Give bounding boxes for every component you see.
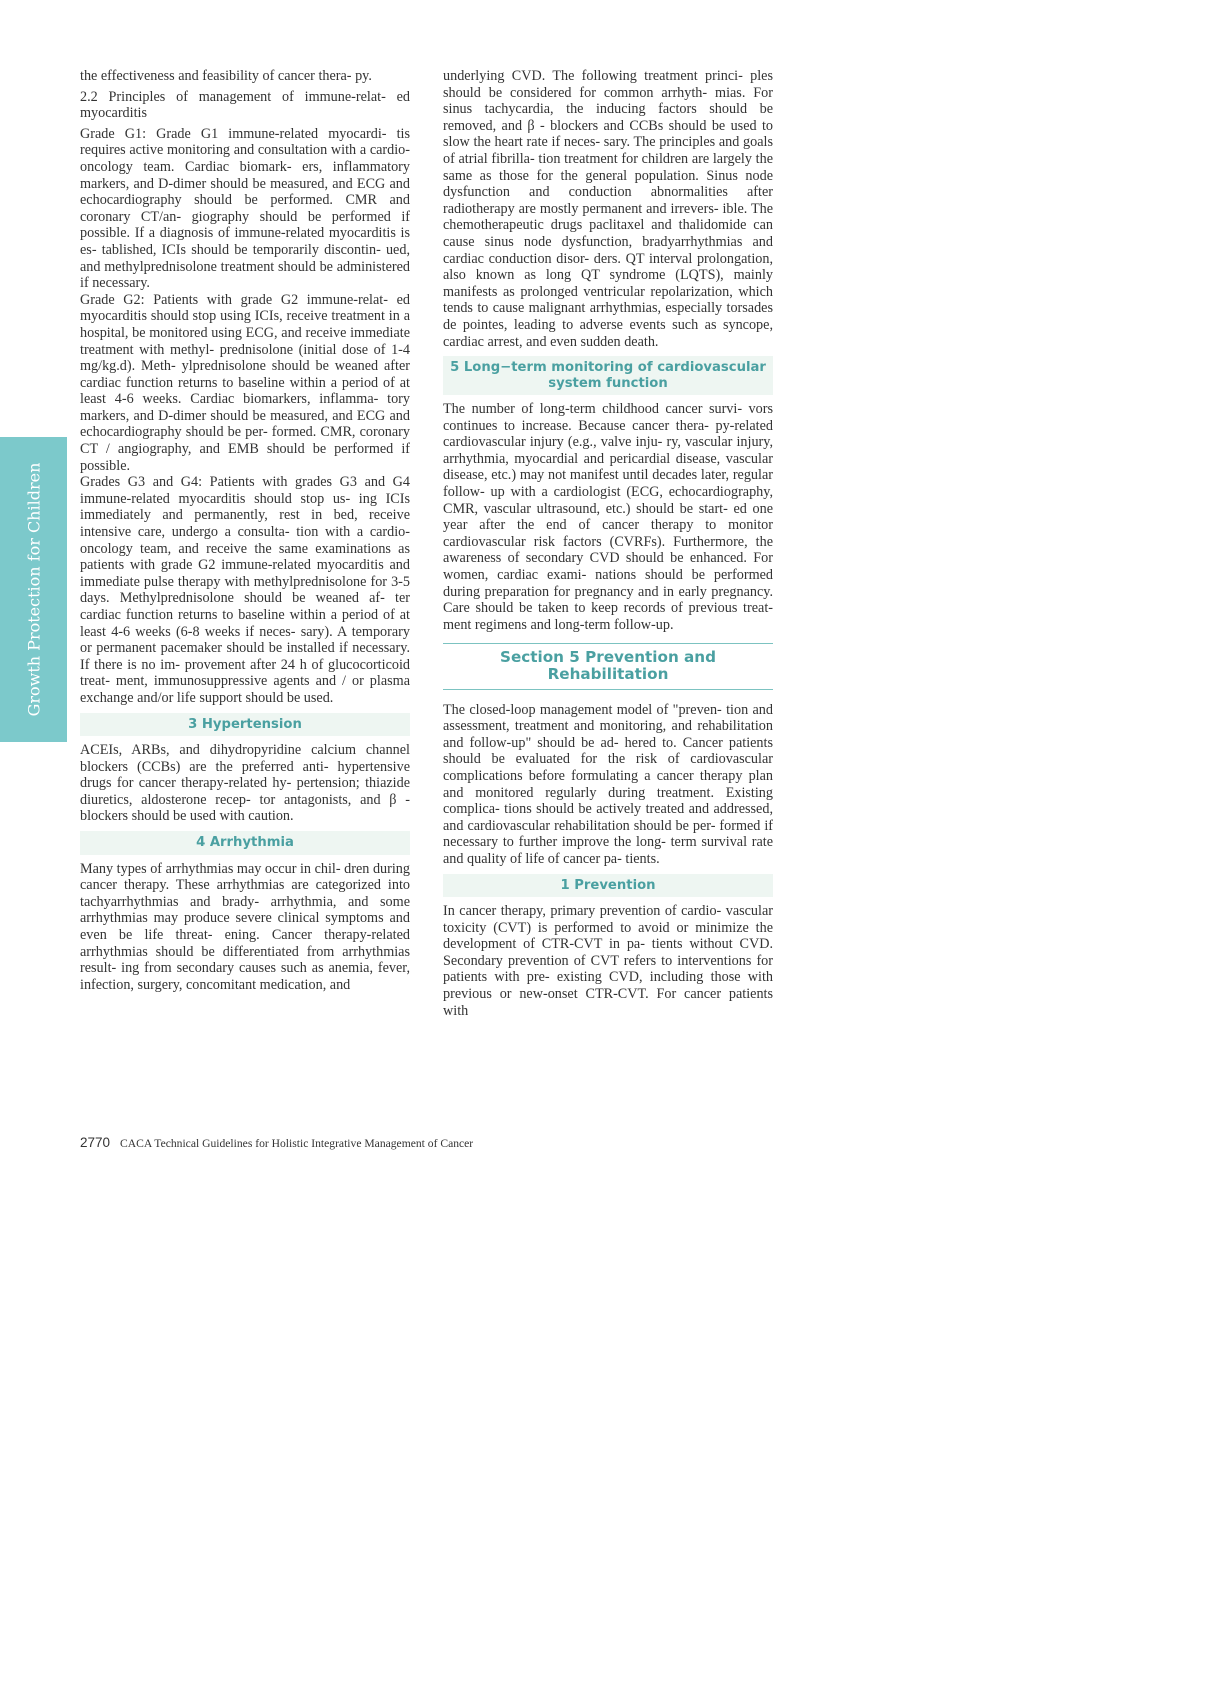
paragraph: In cancer therapy, primary prevention of cardio- vascular toxicity (CVT) is performed to avoid or minimize the development of CTR-CVT in pa- tients without CVD. Secondary prevention of CVT refers to interventions for patients with pre- existing CVD, including those with previous or new-onset CTR-CVT. For cancer patients with [443,903,773,1019]
right-column [443,68,773,1019]
heading-long-term-monitoring: 5 Long−term monitoring of cardiovascular system function [443,356,773,395]
paragraph: ACEIs, ARBs, and dihydropyridine calcium channel blockers (CCBs) are the preferred anti- hypertensive drugs for cancer therapy-related hy- pertension; thiazide diuretics, aldosterone recep- tor antagonists, and β - blockers should be used with caution. [80,742,410,825]
paragraph: The closed-loop management model of "preven- tion and assessment, treatment and monitoring, and rehabilitation and follow-up" should be ad- hered to. Cancer patients should be evaluated for the risk of cardiovascular complications before formulating a cancer therapy plan and monitored regularly during treatment. Existing complica- tions should be actively treated and addressed, and cardiovascular rehabilitation should be per- formed if necessary to further improve the long- term survival rate and quality of life of cancer pa- tients. [443,701,773,867]
running-title: CACA Technical Guidelines for Holistic Integrative Management of Cancer [120,1137,474,1150]
heading-arrhythmia: 4 Arrhythmia [80,831,410,855]
paragraph: Grade G1: Grade G1 immune-related myocardi- tis requires active monitoring and consultation with a cardio-oncology team. Cardiac biomark- ers, inflammatory markers, and D-dimer should be measured, and ECG and echocardiography should be performed. CMR and coronary CT/an- giography should be performed if possible. If a diagnosis of immune-related myocarditis is es- tablished, ICIs should be temporarily discontin- ued, and methylprednisolone treatment should be administered if necessary. [80,125,410,292]
left-column [80,68,410,993]
paragraph: The number of long-term childhood cancer survi- vors continues to increase. Because cancer thera- py-related cardiovascular injury (e.g., valve inju- ry, vascular injury, arrhythmia, myocardial and pericardial disease, vascular disease, etc.) may not manifest until decades later, regular follow- up with a cardiologist (ECG, echocardiography, CMR, vascular ultrasound, etc.) should be start- ed one year after the end of cancer therapy to monitor cardiovascular risk factors (CVRFs). Furthermore, the awareness of secondary CVD should be enhanced. For women, cardiac exami- nations should be performed during preparation for pregnancy and in early pregnancy. Care should be taken to keep records of previous treat- ment regimens and long-term follow-up. [443,401,773,633]
paragraph: Many types of arrhythmias may occur in chil- dren during cancer therapy. These arrhythmias are categorized into tachyarrhythmias and brady- arrhythmia, and some arrhythmias may produce severe clinical symptoms and even be life threat- ening. Cancer therapy-related arrhythmias should be differentiated from arrhythmias result- ing from secondary causes such as anemia, fever, infection, surgery, concomitant medication, and [80,860,410,993]
side-tab-label: Growth Protection for Children [24,462,44,717]
subsection-heading: 2.2 Principles of management of immune-relat- ed myocarditis [80,88,410,122]
paragraph: the effectiveness and feasibility of cancer thera- py. [80,68,372,84]
page-footer [80,1135,473,1150]
paragraph: Grade G2: Patients with grade G2 immune-relat- ed myocarditis should stop using ICIs, receive treatment in a hospital, be monitored using ECG, and receive immediate treatment with methyl- prednisolone (initial dose of 1-4 mg/kg.d). Meth- ylprednisolone should be weaned after cardiac function returns to baseline within a period of at least 4-6 weeks. Cardiac biomarkers, inflamma- tory markers, and D-dimer should be measured, and ECG and echocardiography should be per- formed. CMR, coronary CT / angiography, and EMB should be performed if possible. [80,291,410,474]
heading-hypertension: 3 Hypertension [80,713,410,737]
heading-prevention: 1 Prevention [443,874,773,898]
paragraph: Grades G3 and G4: Patients with grades G3 and G4 immune-related myocarditis should stop us- ing ICIs immediately and permanently, rest in bed, receive intensive care, undergo a consulta- tion with a cardio-oncology team, and receive the same examinations as patients with grade G2 immune-related myocarditis and immediate pulse therapy with methylprednisolone for 3-5 days. Methylprednisolone should be weaned af- ter cardiac function returns to baseline within a period of at least 4-6 weeks (6-8 weeks if neces- sary). A temporary or permanent pacemaker should be installed if necessary. If there is no im- provement after 24 h of glucocorticoid treat- ment, immunosuppressive agents and / or plasma exchange and/or life support should be used. [80,474,410,706]
section-heading: Section 5 Prevention and Rehabilitation [443,643,773,689]
section-side-tab [0,437,67,742]
paragraph: underlying CVD. The following treatment princi- ples should be considered for common arrhyth- mias. For sinus tachycardia, the inducing factors should be removed, and β - blockers and CCBs should be used to slow the heart rate if neces- sary. The principles and goals of atrial fibrilla- tion treatment for children are largely the same as those for the general population. Sinus node dysfunction and conduction abnormalities after radiotherapy are mostly permanent and irrevers- ible. The chemotherapeutic drugs paclitaxel and thalidomide can cause sinus node dysfunction, bradyarrhythmias and cardiac conduction disor- ders. QT interval prolongation, also known as long QT syndrome (LQTS), mainly manifests as prolonged ventricular repolarization, which tends to cause malignant arrhythmias, especially torsades de pointes, leading to adverse events such as syncope, cardiac arrest, and even sudden death. [443,68,773,350]
page-number: 2770 [80,1135,111,1150]
